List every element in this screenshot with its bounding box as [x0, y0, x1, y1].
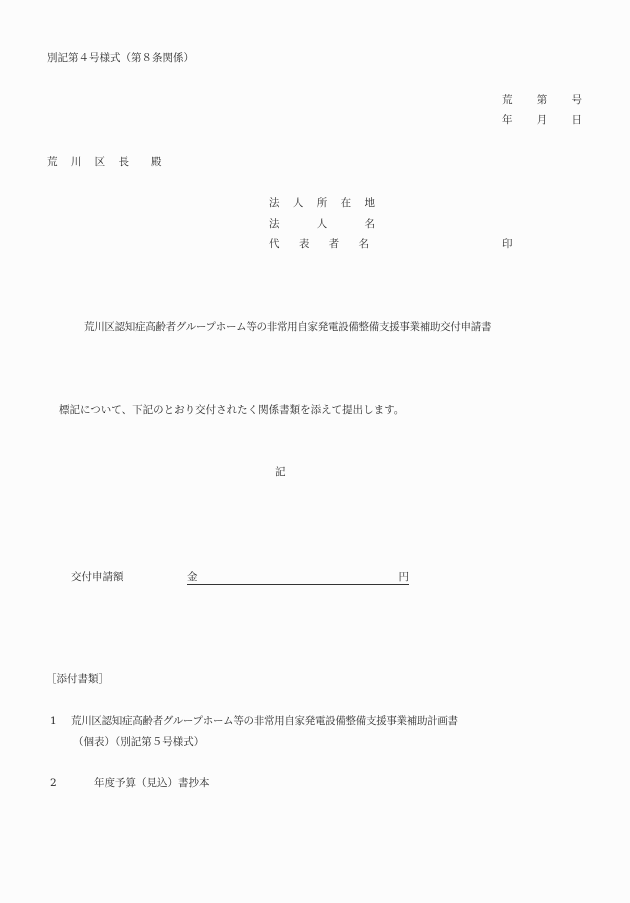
- attachment-2-text: 年度予算（見込）書抄本: [94, 777, 210, 789]
- label-char: 所: [316, 197, 328, 209]
- label-char: 人: [316, 218, 328, 230]
- amount-field[interactable]: [187, 570, 409, 585]
- date-day: 日: [571, 114, 582, 126]
- addressee-honorific: 殿: [151, 156, 162, 168]
- label-char: 者: [328, 238, 340, 250]
- date-year: 年: [502, 114, 513, 126]
- body-text: 標記について、下記のとおり交付されたく関係書類を添えて提出します。: [59, 404, 405, 416]
- date-month: 月: [536, 114, 548, 126]
- seal-mark: 印: [502, 238, 513, 250]
- reference-dai: 第: [536, 94, 548, 106]
- label-char: 名: [364, 218, 375, 230]
- label-char: 法: [269, 218, 280, 230]
- addressee-char: 荒: [47, 156, 58, 168]
- addressee-char: 長: [118, 156, 129, 168]
- label-char: 名: [358, 238, 369, 250]
- amount-prefix: 金: [187, 571, 198, 583]
- reference-ara: 荒: [502, 94, 513, 106]
- reference-number-row: [502, 93, 582, 107]
- addressee: [47, 155, 129, 169]
- form-id: 別記第４号様式（第８条関係）: [47, 52, 194, 64]
- label-char: 人: [292, 197, 304, 209]
- applicant-name-label: [269, 217, 375, 231]
- applicant-representative-label: [269, 237, 369, 251]
- label-char: 地: [364, 197, 375, 209]
- label-char: 在: [340, 197, 352, 209]
- addressee-char: 区: [94, 156, 106, 168]
- ki-heading: 記: [275, 466, 286, 478]
- date-row: [502, 113, 582, 127]
- reference-go: 号: [571, 94, 582, 106]
- label-char: 代: [269, 238, 280, 250]
- label-char: 法: [269, 197, 280, 209]
- amount-suffix: 円: [398, 571, 409, 583]
- attachment-1-text: 荒川区認知症高齢者グループホーム等の非常用自家発電設備整備支援事業補助計画書: [71, 715, 458, 727]
- attachment-2-number: 2: [50, 777, 57, 789]
- attachment-1-subtext: （個表）（別記第５号様式）: [73, 736, 205, 748]
- applicant-address-label: [269, 196, 375, 210]
- document-title: 荒川区認知症高齢者グループホーム等の非常用自家発電設備整備支援事業補助交付申請書: [84, 321, 492, 333]
- label-char: 表: [298, 238, 310, 250]
- amount-label: 交付申請額: [71, 571, 124, 583]
- addressee-char: 川: [70, 156, 82, 168]
- attachments-heading: ［添付書類］: [46, 673, 109, 685]
- attachment-1-number: 1: [50, 715, 57, 727]
